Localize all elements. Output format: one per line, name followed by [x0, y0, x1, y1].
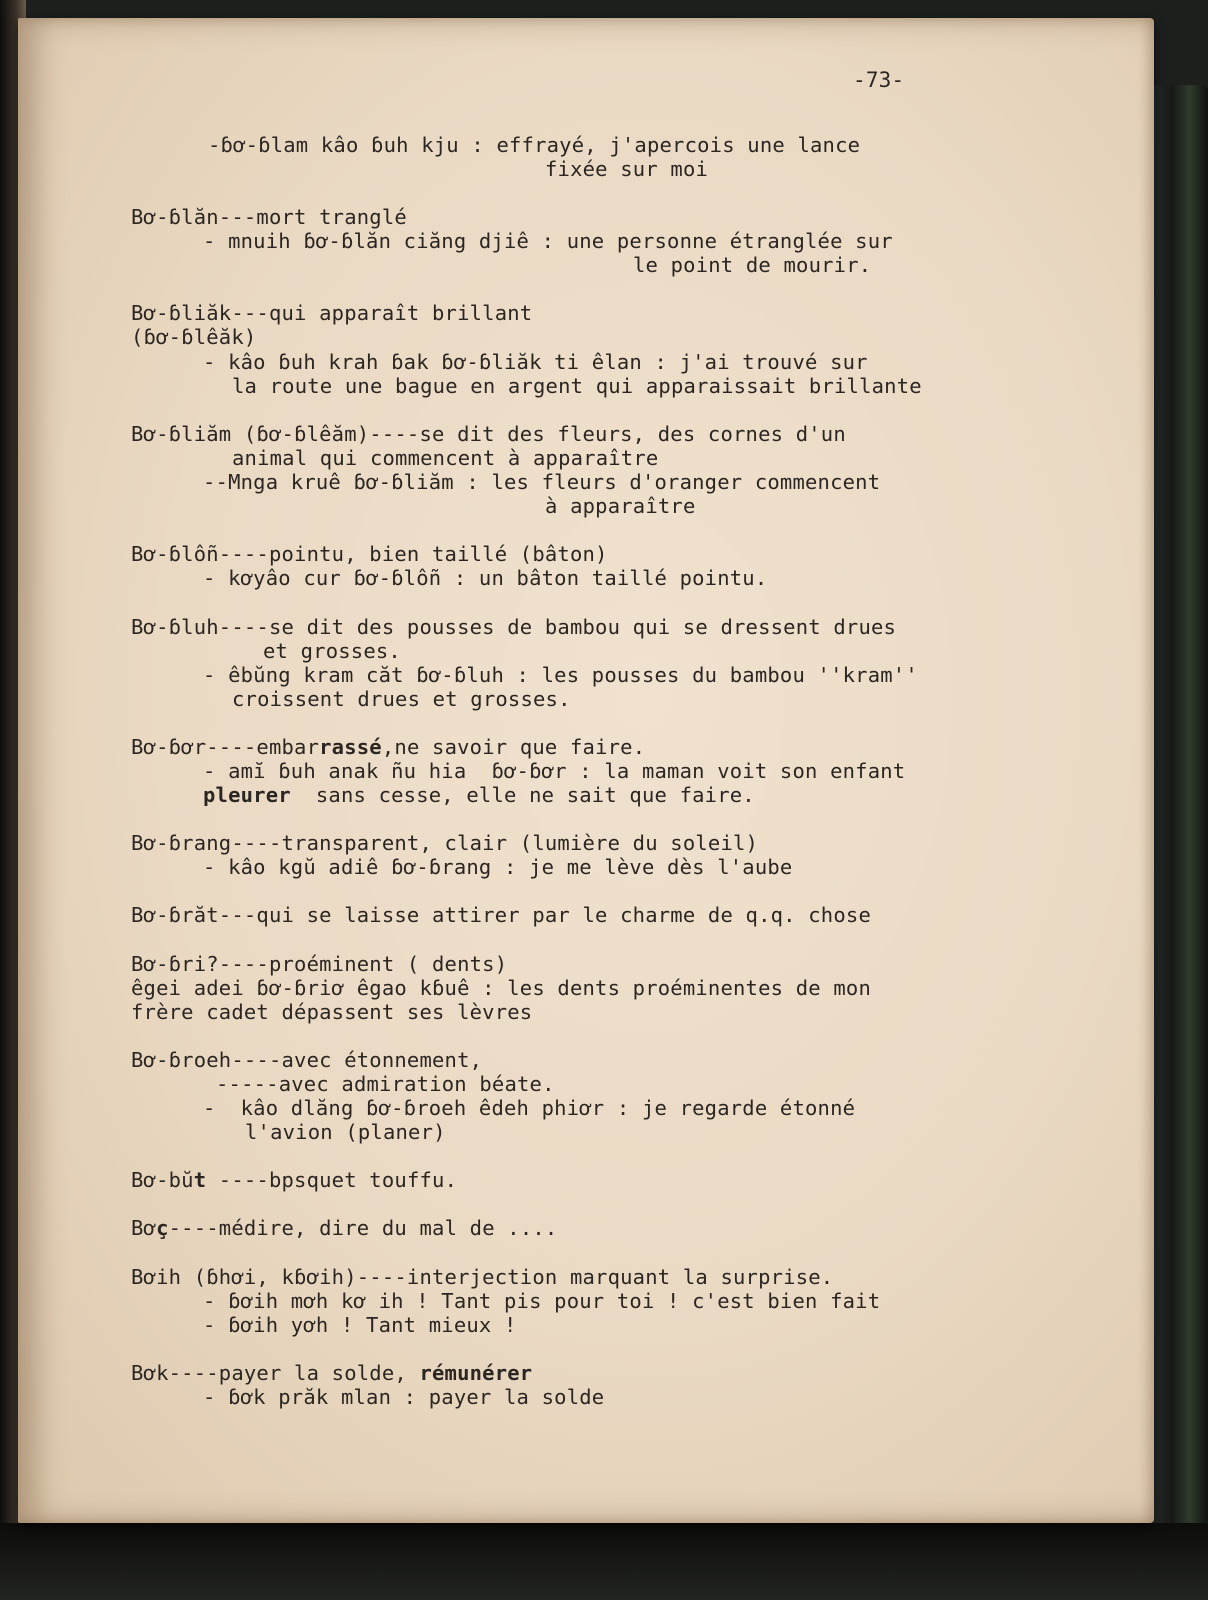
entry-headword: Bơ-ɓlăn---mort tranglé	[131, 205, 407, 229]
entry-headword	[131, 735, 645, 759]
entry-headword	[131, 1361, 532, 1385]
entry-example: - êbŭng kram căt ɓơ-ɓluh : les pousses du bambou ''kram''	[203, 663, 918, 687]
emphasis-run: rassé	[319, 735, 382, 759]
text-run: ----médire, dire du mal de ....	[168, 1216, 558, 1240]
entry-headword	[131, 1168, 457, 1192]
entry-line: -ɓơ-ɓlam kâo ɓuh kju : effrayé, j'apercois une lance	[208, 133, 861, 157]
entry-example: - ɓơih yơh ! Tant mieux !	[203, 1313, 517, 1337]
entry-line: -----avec admiration béate.	[216, 1072, 555, 1096]
entry-example: - kâo dlăng ɓơ-ɓroeh êdeh phiơr : je regarde étonné	[203, 1096, 856, 1120]
entry-headword: Bơ-ɓliăm (ɓơ-ɓlêăm)----se dit des fleurs, des cornes d'un	[131, 422, 846, 446]
entry-line: (ɓơ-ɓlêăk)	[131, 325, 257, 349]
entry-example: êgei adei ɓơ-ɓriơ êgao kɓuê : les dents proéminentes de mon	[131, 976, 871, 1000]
entry-headword: Bơih (ɓhơi, kɓơih)----interjection marquant la surprise.	[131, 1265, 834, 1289]
entry-headword: Bơ-ɓri?----proéminent ( dents)	[131, 952, 508, 976]
entry-example: --Mnga kruê ɓơ-ɓliăm : les fleurs d'oranger commencent	[203, 470, 881, 494]
entry-line: à apparaître	[545, 494, 696, 518]
entry-line: le point de mourir.	[633, 253, 872, 277]
text-run: Bơ-bŭ	[131, 1168, 194, 1192]
entry-headword: Bơ-ɓrăt---qui se laisse attirer par le charme de q.q. chose	[131, 903, 871, 927]
text-run: ,ne savoir que faire.	[381, 735, 646, 759]
entry-example: - kơyâo cur ɓơ-ɓlôñ : un bâton taillé pointu.	[203, 566, 768, 590]
text-run: sans cesse, elle ne sait que faire.	[290, 783, 755, 807]
entry-line: et grosses.	[263, 639, 401, 663]
entry-example: - kâo ɓuh krah ɓak ɓơ-ɓliăk ti êlan : j'ai trouvé sur	[203, 350, 868, 374]
entry-headword: Bơ-ɓliăk---qui apparaît brillant	[131, 301, 533, 325]
text-run: Bơ	[131, 1216, 157, 1240]
page-text	[18, 18, 1154, 1523]
text-run: ----bpsquet touffu.	[206, 1168, 458, 1192]
entry-headword: Bơ-ɓlôñ----pointu, bien taillé (bâton)	[131, 542, 608, 566]
entry-line: fixée sur moi	[545, 157, 709, 181]
emphasis-run: ç	[156, 1216, 169, 1240]
emphasis-run: pleurer	[203, 783, 291, 807]
entry-line: la route une bague en argent qui apparaissait brillante	[232, 374, 922, 398]
entry-headword	[131, 1216, 557, 1240]
entry-example: - amĭ ɓuh anak ñu hia ɓơ-ɓơr : la maman voit son enfant	[203, 759, 906, 783]
emphasis-run: rémunérer	[419, 1361, 533, 1385]
entry-headword: Bơ-ɓluh----se dit des pousses de bambou qui se dressent drues	[131, 615, 897, 639]
entry-example: - ɓơk prăk mlan : payer la solde	[203, 1385, 605, 1409]
text-run: Bơ-ɓơr----embar	[131, 735, 320, 759]
book-bottom-shadow	[0, 1523, 1208, 1600]
emphasis-run: t	[193, 1168, 207, 1192]
entry-example: - ɓơih mơh kơ ih ! Tant pis pour toi ! c'est bien fait	[203, 1289, 881, 1313]
entry-example: - mnuih ɓơ-ɓlăn ciăng djiê : une personne étranglée sur	[203, 229, 893, 253]
entry-line	[203, 783, 755, 807]
entry-line: l'avion (planer)	[245, 1120, 446, 1144]
entry-line: croissent drues et grosses.	[232, 687, 571, 711]
text-run: Bơk----payer la solde,	[131, 1361, 420, 1385]
typewritten-page	[18, 18, 1154, 1523]
book-cover-edge	[1148, 85, 1208, 1525]
entry-headword: Bơ-ɓrang----transparent, clair (lumière du soleil)	[131, 831, 759, 855]
entry-line: animal qui commencent à apparaître	[232, 446, 659, 470]
entry-headword: Bơ-ɓroeh----avec étonnement,	[131, 1048, 483, 1072]
entry-line: frère cadet dépassent ses lèvres	[131, 1000, 533, 1024]
page-number: -73-	[853, 68, 905, 92]
entry-example: - kâo kgŭ adiê ɓơ-ɓrang : je me lève dès l'aube	[203, 855, 793, 879]
